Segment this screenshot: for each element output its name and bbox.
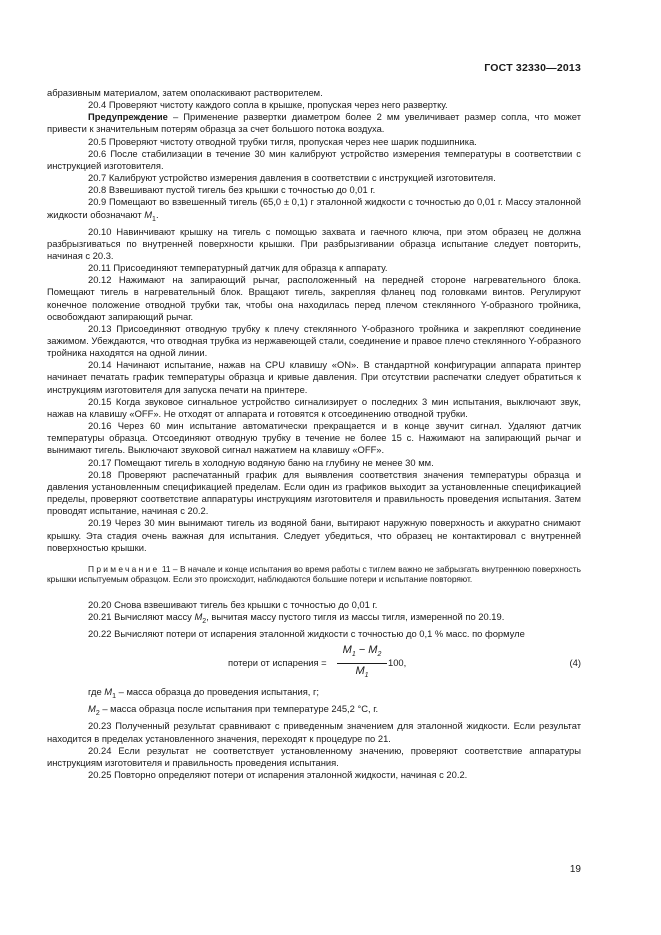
period: . [155, 208, 159, 220]
paragraph-20-25: 20.25 Повторно определяют потери от испарения эталонной жидкости, начиная с 20.2. [88, 769, 468, 781]
paragraph-20-20: 20.20 Снова взвешивают тигель без крышки с точностью до 0,01 г. [88, 599, 378, 610]
formula-minus: − [355, 644, 369, 657]
formula-denominator [337, 664, 387, 682]
formula-m2: M [368, 644, 378, 657]
paragraph-20-22: 20.22 Вычисляют потери от испарения эталонной жидкости с точностью до 0,1 % масс. по формуле [88, 628, 525, 640]
paragraph-20-9-text: 20.9 Помещают во взвешенный тигель (65,0 ± 0,1) г эталонной жидкости с точностью до 0,01 г. Массу эталонной жидкости обозначают [47, 196, 581, 220]
paragraph-20-21 [47, 611, 581, 628]
paragraph-20-24: 20.24 Если результат не соответствует установленному значению, проверяют соответствие аппаратуры инструкциям изготовителя и правильность проведения испытания. [47, 744, 581, 768]
formula-sub2: 2 [377, 651, 382, 659]
mass-subscript: 1 [112, 693, 117, 701]
mass-symbol: M [88, 703, 96, 715]
paragraph-20-8: 20.8 Взвешивают пустой тигель без крышки с точностью до 0,01 г. [88, 184, 376, 196]
note-label: Примечание [88, 563, 160, 574]
paragraph-20-13: 20.13 Присоединяют отводную трубку к плечу стеклянного Y-образного тройника и закрепляют соединение зажимом. Убеждаются, что отводная трубка из нержавеющей стали, соединение и правое плечо стеклянного Y-образного тройника находятся на одной линии. [47, 322, 581, 359]
warning-text: – Применение развертки диаметром более 2 мм увеличивает размер сопла, что может привести к значительным потерям образца за счет большого потока воздуха. [47, 111, 581, 135]
note-11 [47, 564, 581, 585]
standard-header: ГОСТ 32330—2013 [484, 62, 581, 74]
paragraph-20-23: 20.23 Полученный результат сравнивают с приведенным значением для эталонной жидкости. Если результат находится в пределах установленного значения, переходят к процедуре по 21. [47, 720, 581, 744]
formula-numerator [337, 644, 387, 663]
mass-symbol: M [194, 611, 203, 623]
mass-subscript: 2 [202, 618, 207, 626]
paragraph-20-17: 20.17 Помещают тигель в холодную водяную баню на глубину не менее 30 мм. [88, 456, 434, 468]
note-text: 11 – В начале и конце испытания во время работы с тиглем важно не забрызгать внутреннюю поверхность крышки испытуемым образцом. Если это происходит, наблюдаются большие потери и испытание повторяют. [47, 563, 581, 585]
formula-fraction [337, 644, 387, 682]
where-m2-text: – масса образца после испытания при температуре 245,2 °С, г. [99, 703, 379, 715]
formula-number: (4) [569, 657, 581, 669]
formula-den-sub: 1 [364, 671, 369, 679]
mass-symbol: M [104, 686, 113, 698]
where-m1 [47, 686, 581, 703]
paragraph-20-15: 20.15 Когда звуковое сигнальное устройство сигнализирует о последних 3 мин испытания, выключают звук, нажав на клавишу «OFF». Не отходят от аппарата и готовятся к отсоединению отводной трубки. [47, 395, 581, 419]
paragraph-20-18: 20.18 Проверяют распечатанный график для выявления соответствия значения температуры образца и давления установленным спецификацией пределам. Если один из графиков выходит за установленные спецификацией пределы, проверяют соответствие аппаратуры инструкциям изготовителя и правильность проведения испытания. Затем проводят испытание, начиная с 20.2. [47, 468, 581, 517]
where-m1-text: – масса образца до проведения испытания, г; [116, 686, 320, 698]
formula-multiplier: 100, [388, 657, 407, 669]
paragraph-20-16: 20.16 Через 60 мин испытание автоматически прекращается и в конце звучит сигнал. Удаляют датчик температуры образца. Отсоединяют отводную трубку в течение не более 15 с. Нажимают на запирающий рычаг и вынимают тигель. Выключают звуковой сигнал нажатием на клавишу «OFF». [47, 420, 581, 456]
formula-sub1: 1 [351, 651, 356, 659]
formula-4 [47, 644, 581, 684]
paragraph-20-12: 20.12 Нажимают на запирающий рычаг, расположенный на передней стороне нагревательного блока. Помещают тигель в нагревательный блок. Вращают тигель, закрепляя фланец под головками винтов. Регулируют конечное положение отводной трубки так, чтобы она находилась перед плечом стеклянного Y-образного тройника, освобождают запирающий рычаг. [47, 274, 581, 322]
formula-den-m: M [355, 664, 365, 677]
where-m2 [47, 703, 581, 720]
paragraph-20-11: 20.11 Присоединяют температурный датчик для образца к аппарату. [88, 262, 388, 274]
paragraph-warning [47, 111, 581, 135]
paragraph-continuation: абразивным материалом, затем ополаскивают растворителем. [47, 87, 323, 98]
mass-symbol: M [144, 208, 153, 220]
paragraph-20-21-rest: , вычитая массу пустого тигля из массы тигля, измеренной по 20.19. [206, 611, 505, 623]
paragraph-20-4: 20.4 Проверяют чистоту каждого сопла в крышке, пропуская через него развертку. [88, 99, 448, 111]
paragraph-20-19: 20.19 Через 30 мин вынимают тигель из водяной бани, вытирают наружную поверхность и аккуратно снимают крышку. Эта стадия очень важная для испытания. Следует убедиться, что образец не контактировал с внутренней поверхностью крышки. [47, 517, 581, 553]
paragraph-20-10: 20.10 Навинчивают крышку на тигель с помощью захвата и гаечного ключа, при этом образец не должна разбрызгиваться по внутренней поверхности крышки. При разбрызгивании образца испытание следует повторить, начиная с 20.3. [47, 225, 581, 261]
formula-lhs: потери от испарения = [228, 657, 327, 669]
mass-subscript: 2 [95, 710, 100, 718]
mass-subscript: 1 [152, 215, 156, 223]
formula-m1: M [342, 644, 352, 657]
paragraph-20-6: 20.6 После стабилизации в течение 30 мин калибруют устройство измерения температуры в соответствии с инструкцией изготовителя. [47, 147, 581, 171]
page-number: 19 [569, 864, 581, 875]
paragraph-20-14: 20.14 Начинают испытание, нажав на CPU клавишу «ON». В стандартной конфигурации аппарата принтер начинает печатать график температуры образца и кривые давления. При отсутствии распечатки следует обратиться к инструкциям изготовителя для запуска печати на принтере. [47, 359, 581, 395]
paragraph-20-7: 20.7 Калибруют устройство измерения давления в соответствии с инструкцией изготовителя. [88, 172, 496, 184]
paragraph-20-9 [47, 196, 581, 225]
paragraph-20-5: 20.5 Проверяют чистоту отводной трубки тигля, пропуская через нее шарик подшипника. [88, 135, 477, 147]
document-body [47, 87, 581, 781]
warning-label: Предупреждение [88, 111, 168, 123]
paragraph-20-21-text: 20.21 Вычисляют массу [88, 611, 195, 623]
where-label: где [88, 686, 105, 698]
